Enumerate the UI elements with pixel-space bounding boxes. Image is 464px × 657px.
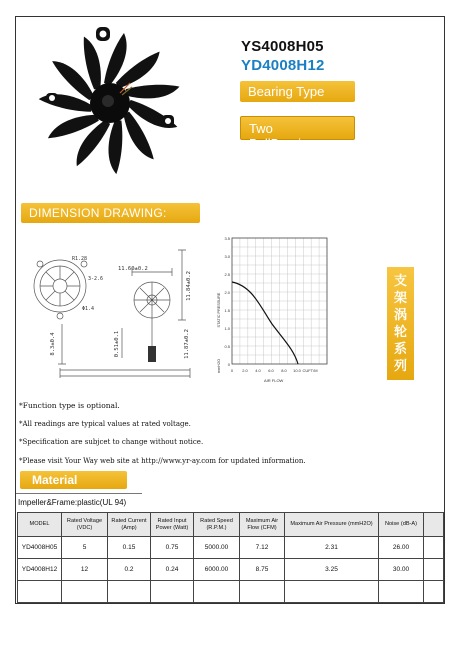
table-cell xyxy=(285,581,379,603)
table-cell xyxy=(194,581,240,603)
x-tick-label: 2.0 xyxy=(242,368,248,373)
note-function: *Function type is optional. xyxy=(19,401,120,410)
table-cell xyxy=(18,581,62,603)
x-tick-label: 10.0 xyxy=(293,368,301,373)
y-tick-label: 0.5 xyxy=(224,344,230,349)
table-cell: 6000.00 xyxy=(194,559,240,581)
dim-radius: R1.28 xyxy=(72,256,88,262)
dim-height: 11.84±0.2 xyxy=(186,271,192,301)
model-secondary: YD4008H12 xyxy=(241,57,325,74)
table-cell xyxy=(151,581,194,603)
side-char: 涡 xyxy=(393,308,407,323)
side-char: 架 xyxy=(393,291,407,306)
table-cell xyxy=(424,559,444,581)
curve-y-label: STATIC PRESSURE xyxy=(217,292,221,328)
table-cell xyxy=(240,581,285,603)
y-tick-label: 2.5 xyxy=(224,272,230,277)
side-char: 轮 xyxy=(393,325,407,340)
table-cell: 5 xyxy=(62,537,108,559)
x-tick-label: CUFT/M xyxy=(302,368,318,373)
table-cell: YD4008H05 xyxy=(18,537,62,559)
table-cell xyxy=(424,537,444,559)
table-cell: 7.12 xyxy=(240,537,285,559)
note-readings: *All readings are typical values at rated voltage. xyxy=(19,420,191,428)
y-tick-label: 1.0 xyxy=(224,326,230,331)
column-header: Maximum Air Pressure (mmH2O) xyxy=(285,513,379,537)
table-cell xyxy=(424,581,444,603)
divider xyxy=(16,493,142,494)
table-cell: 0.15 xyxy=(108,537,151,559)
note-website: *Please visit Your Way web site at http://www.yr-ay.com for updated information. xyxy=(19,457,306,465)
y-tick-label: 3.5 xyxy=(224,236,230,241)
table-cell: 3.25 xyxy=(285,559,379,581)
dimension-drawing-badge: DIMENSION DRAWING: xyxy=(21,203,200,223)
table-cell: YD4008H12 xyxy=(18,559,62,581)
fan-photo xyxy=(38,25,188,185)
side-char: 支 xyxy=(393,274,407,289)
column-header: Rated Voltage (VDC) xyxy=(62,513,108,537)
dim-right: 11.87±0.2 xyxy=(184,329,190,359)
table-cell: 0.2 xyxy=(108,559,151,581)
side-char: 系 xyxy=(393,342,407,357)
bearing-value-badge: Two BallBearings xyxy=(240,116,355,140)
side-char: 列 xyxy=(393,359,407,374)
table-cell xyxy=(379,581,424,603)
column-header xyxy=(424,513,444,537)
table-row xyxy=(18,537,444,559)
table-cell: 2.31 xyxy=(285,537,379,559)
note-specification: *Specification are subjcet to change without notice. xyxy=(19,438,204,446)
dim-holes: 3-2.6 xyxy=(88,276,104,282)
y-tick-label: 3.0 xyxy=(224,254,230,259)
column-header: Rated Current (Amp) xyxy=(108,513,151,537)
table-cell: 0.75 xyxy=(151,537,194,559)
column-header: Rated Input Power (Watt) xyxy=(151,513,194,537)
model-primary: YS4008H05 xyxy=(241,38,324,55)
table-cell: 30.00 xyxy=(379,559,424,581)
series-side-label xyxy=(387,267,414,380)
bearing-type-badge: Bearing Type xyxy=(240,81,355,102)
impeller-material: Impeller&Frame:plastic(UL 94) xyxy=(18,498,127,507)
table-cell: 0.24 xyxy=(151,559,194,581)
column-header: Rated Speed (R.P.M.) xyxy=(194,513,240,537)
table-cell xyxy=(62,581,108,603)
table-header-row xyxy=(18,513,444,537)
x-tick-label: 6.0 xyxy=(268,368,274,373)
table-cell: 12 xyxy=(62,559,108,581)
dim-top-width: 11.60±0.2 xyxy=(118,266,148,272)
y-tick-label: 2.0 xyxy=(224,290,230,295)
y-tick-label: 1.5 xyxy=(224,308,230,313)
curve-x-label: AIR FLOW xyxy=(264,378,284,383)
y-tick-label: 0 xyxy=(227,362,230,367)
table-row xyxy=(18,559,444,581)
column-header: Noise (dB-A) xyxy=(379,513,424,537)
column-header: Maximum Air Flow (CFM) xyxy=(240,513,285,537)
dim-hole: Φ1.4 xyxy=(82,306,95,312)
x-tick-label: 0 xyxy=(230,368,234,373)
column-header: MODEL xyxy=(18,513,62,537)
table-cell xyxy=(108,581,151,603)
material-badge: Material xyxy=(20,471,127,489)
x-tick-label: 4.0 xyxy=(255,368,261,373)
table-cell: 8.75 xyxy=(240,559,285,581)
x-tick-label: 8.0 xyxy=(281,368,287,373)
table-cell: 5000.00 xyxy=(194,537,240,559)
dim-left: 8.3±0.4 xyxy=(50,332,56,356)
performance-curve xyxy=(212,228,352,386)
table-cell: 26.00 xyxy=(379,537,424,559)
dim-mid: 0.51±0.1 xyxy=(114,330,120,358)
spec-table xyxy=(17,512,444,603)
table-row xyxy=(18,581,444,603)
dimension-drawing xyxy=(20,228,210,393)
curve-y-unit: mmH2O xyxy=(217,358,221,374)
